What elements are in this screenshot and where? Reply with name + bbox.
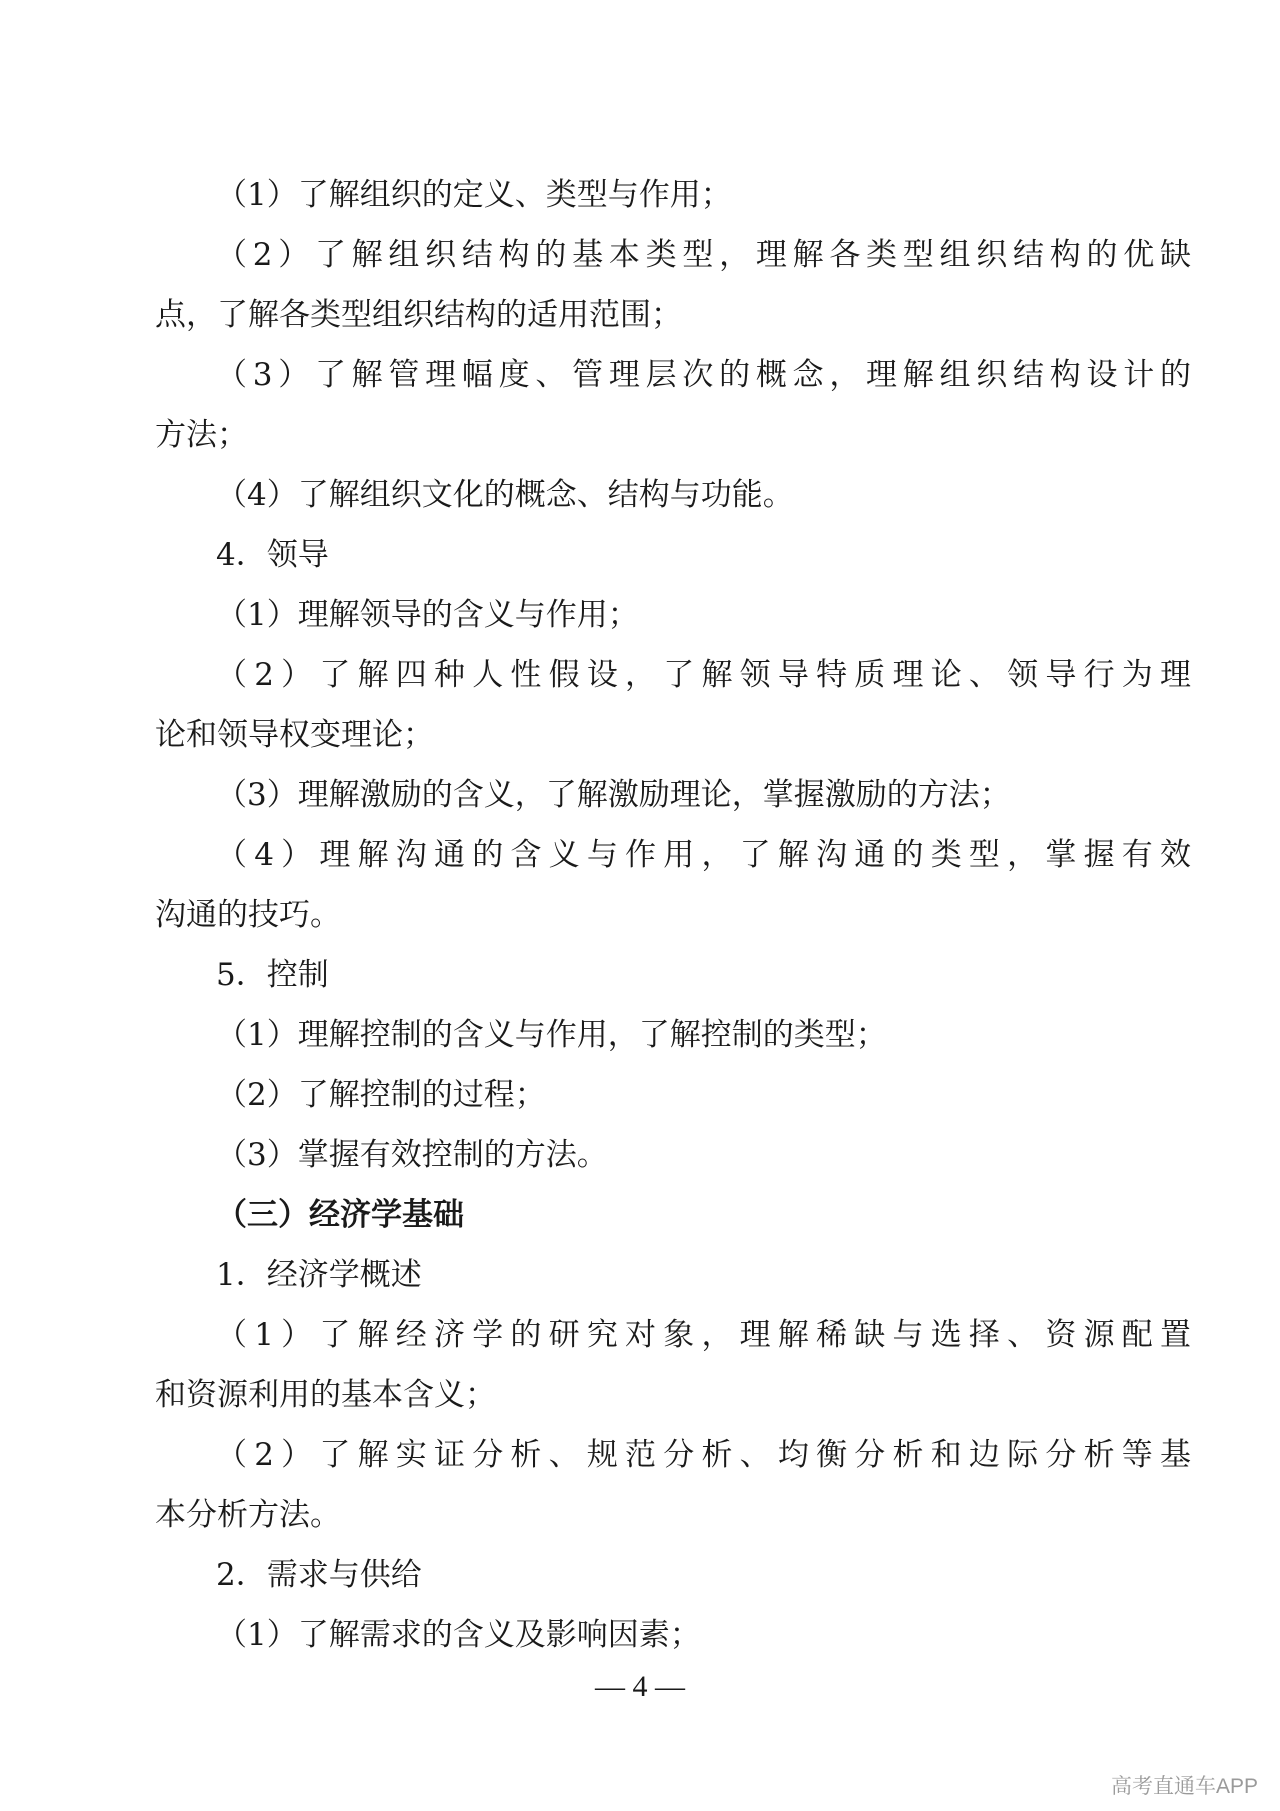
chapter-heading: （三）经济学基础 — [216, 1197, 464, 1233]
text-line: （2）了解控制的过程； — [216, 1077, 546, 1113]
text-line: （1）了解需求的含义及影响因素； — [216, 1617, 701, 1653]
text-line: （4）理解沟通的含义与作用，了解沟通的类型，掌握有效 — [216, 837, 1191, 873]
text-line: 论和领导权变理论； — [155, 717, 434, 753]
text-line: （3）了解管理幅度、管理层次的概念，理解组织结构设计的 — [216, 357, 1191, 393]
text-line: （3）掌握有效控制的方法。 — [216, 1137, 608, 1173]
section-heading: 5．控制 — [216, 957, 329, 993]
text-line: （1）了解经济学的研究对象，理解稀缺与选择、资源配置 — [216, 1317, 1191, 1353]
text-line: （3）理解激励的含义，了解激励理论，掌握激励的方法； — [216, 777, 1011, 813]
text-line: 点，了解各类型组织结构的适用范围； — [155, 297, 682, 333]
section-heading: 4．领导 — [216, 537, 329, 573]
text-line: （2）了解四种人性假设，了解领导特质理论、领导行为理 — [216, 657, 1191, 693]
text-line: 本分析方法。 — [155, 1497, 341, 1533]
text-line: 和资源利用的基本含义； — [155, 1377, 496, 1413]
text-line: （2）了解实证分析、规范分析、均衡分析和边际分析等基 — [216, 1437, 1191, 1473]
text-line: （1）理解领导的含义与作用； — [216, 597, 639, 633]
text-line: 方法； — [155, 417, 248, 453]
text-line: （4）了解组织文化的概念、结构与功能。 — [216, 477, 794, 513]
section-heading: 2．需求与供给 — [216, 1557, 422, 1593]
text-line: （2）了解组织结构的基本类型，理解各类型组织结构的优缺 — [216, 237, 1191, 273]
text-line: 沟通的技巧。 — [155, 897, 341, 933]
watermark: 高考直通车APP — [1110, 1775, 1258, 1798]
text-line: （1）理解控制的含义与作用，了解控制的类型； — [216, 1017, 887, 1053]
section-heading: 1．经济学概述 — [216, 1257, 422, 1293]
text-line: （1）了解组织的定义、类型与作用； — [216, 177, 732, 213]
page-number: — 4 — — [595, 1670, 685, 1703]
